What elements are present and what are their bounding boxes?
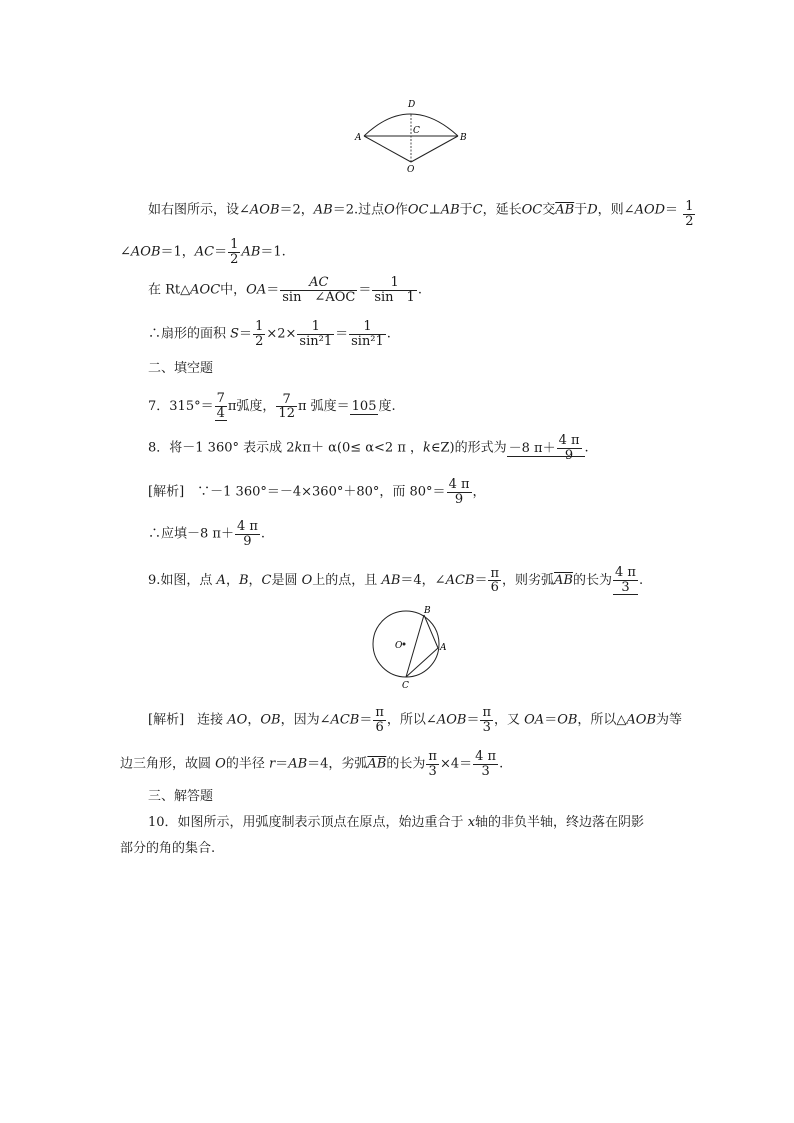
radius-oa <box>364 136 411 162</box>
label-d: D <box>408 100 416 110</box>
question-8: 8．将－1 360° 表示成 2kπ＋ α(0≤ α<2 π ，k∈Z)的形式为 －8 π＋ $\frac{4 \pi}{9}$ . <box>148 433 589 463</box>
para-1: 如右图所示，设∠AOB＝2，AB＝2.过点O作OC⊥AB于C，延长OC交$\overline{AB}$于D，则∠AOD＝ $\frac{1}{2}$ <box>148 199 694 229</box>
solution-8-answer: ∴应填－8 π＋ $\frac{4 \pi}{9}$ . <box>148 519 266 549</box>
para-2: ∠AOB＝1，AC＝ $\frac{1}{2}$ AB＝1. <box>120 237 286 267</box>
sector-figure <box>350 96 470 174</box>
radius-ob <box>411 136 458 162</box>
section-answer: 三、解答题 <box>148 789 214 804</box>
answer-8: －8 π＋ $\frac{4 \pi}{9}$ <box>507 441 585 457</box>
question-10: 10．如图所示，用弧度制表示顶点在原点，始边重合于 x轴的非负半轴，终边落在阴影 <box>148 815 645 830</box>
circle-figure <box>366 600 456 690</box>
question-9: 9.如图，点 A，B，C是圆 O上的点，且 AB＝4，∠ACB＝ $\frac{\pi}{6}$ ，则劣弧$\overline{AB}$的长为 $\frac{4 \pi}{3}$ . <box>148 565 644 596</box>
circle-o <box>373 611 439 677</box>
label-a: A <box>440 643 447 653</box>
answer-9: $\frac{4 \pi}{3}$ <box>615 565 636 595</box>
chord-bc <box>406 615 424 677</box>
solution-9: [解析] 连接 AO，OB，因为∠ACB＝ $\frac{\pi}{6}$ ，所以∠AOB＝ $\frac{\pi}{3}$ ，又 OA＝OB，所以△AOB为等 <box>148 705 683 735</box>
solution-8: [解析] ∵－1 360°＝－4×360°＋80°，而 80°＝ $\frac{4 \pi}{9}$ ， <box>148 477 486 507</box>
center-dot <box>403 643 406 646</box>
label-b: B <box>460 133 467 143</box>
fraction-half: $\frac{1}{2}$ <box>685 199 694 229</box>
label-b: B <box>424 606 431 616</box>
para-3: 在 Rt△AOC中，OA＝ $\frac{AC}{\text{sin ∠AOC}}$ ＝ $\frac{1}{\sin 1}$ . <box>148 275 422 305</box>
label-c: C <box>413 126 420 136</box>
section-fill-blank: 二、填空题 <box>148 361 214 376</box>
answer-7: 105 <box>351 399 377 415</box>
label-o: O <box>395 641 403 651</box>
question-7: 7．315°＝ $\frac{7}{4}$ π弧度， $\frac{7}{12}$ π 弧度＝ 105 度. <box>148 391 396 422</box>
chord-ba <box>424 615 438 648</box>
label-c: C <box>402 681 409 690</box>
solution-9-cont: 边三角形，故圆 O的半径 r＝AB＝4，劣弧$\overline{AB}$的长为 $\frac{\pi}{3}$ ×4＝ $\frac{4 \pi}{3}$ . <box>120 749 504 779</box>
label-o: O <box>407 165 415 174</box>
question-10-cont: 部分的角的集合. <box>120 841 216 856</box>
para-4: ∴扇形的面积 S＝ $\frac{1}{2}$ ×2× $\frac{1}{\text{sin²1}}$ ＝ $\frac{1}{\text{sin²1}}$ . <box>148 319 391 349</box>
label-a: A <box>355 133 362 143</box>
